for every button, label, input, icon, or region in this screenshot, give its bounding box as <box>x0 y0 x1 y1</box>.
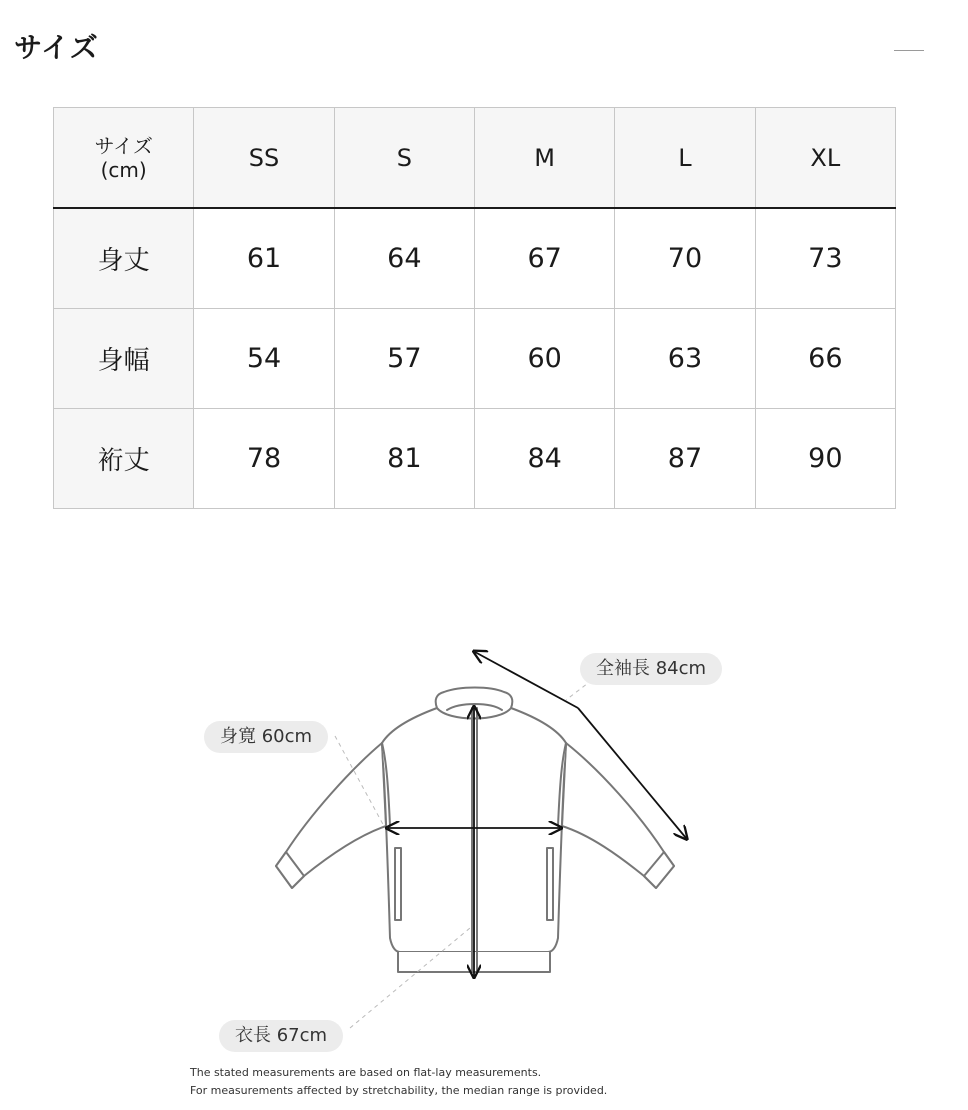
body-length-label: 衣長 67cm <box>219 1020 343 1052</box>
size-unit-header <box>54 108 194 209</box>
row-label-body-length: 身丈 <box>54 208 194 309</box>
body-width-label: 身寛 60cm <box>204 721 328 753</box>
measurement-diagram <box>0 630 968 1060</box>
table-header-row <box>54 108 896 209</box>
column-header-xl: XL <box>755 108 895 209</box>
table-cell: 57 <box>334 309 474 409</box>
size-section-header[interactable] <box>0 0 968 100</box>
column-header-s: S <box>334 108 474 209</box>
collapse-icon[interactable] <box>894 40 924 60</box>
table-cell: 66 <box>755 309 895 409</box>
column-header-ss: SS <box>194 108 334 209</box>
table-cell: 60 <box>474 309 614 409</box>
table-cell: 63 <box>615 309 755 409</box>
table-cell: 73 <box>755 208 895 309</box>
row-label-body-width: 身幅 <box>54 309 194 409</box>
table-row <box>54 309 896 409</box>
size-header-label: サイズ <box>94 133 153 158</box>
table-cell: 64 <box>334 208 474 309</box>
unit-label: (cm) <box>100 157 147 182</box>
table-cell: 90 <box>755 409 895 509</box>
table-row <box>54 208 896 309</box>
table-cell: 78 <box>194 409 334 509</box>
measurement-notes <box>190 1064 890 1100</box>
table-cell: 61 <box>194 208 334 309</box>
column-header-m: M <box>474 108 614 209</box>
sleeve-length-label: 全袖長 84cm <box>580 653 722 685</box>
note-line: For measurements affected by stretchability, the median range is provided. <box>190 1084 608 1097</box>
table-cell: 54 <box>194 309 334 409</box>
jacket-outline-icon <box>276 688 674 973</box>
table-cell: 70 <box>615 208 755 309</box>
jacket-illustration <box>0 630 968 1060</box>
table-cell: 67 <box>474 208 614 309</box>
table-row <box>54 409 896 509</box>
size-table <box>53 107 896 509</box>
section-title: サイズ <box>14 31 99 64</box>
table-cell: 84 <box>474 409 614 509</box>
table-cell: 87 <box>615 409 755 509</box>
table-cell: 81 <box>334 409 474 509</box>
row-label-sleeve-length: 裄丈 <box>54 409 194 509</box>
minus-icon <box>894 50 924 51</box>
column-header-l: L <box>615 108 755 209</box>
note-line: The stated measurements are based on flat-lay measurements. <box>190 1066 542 1079</box>
